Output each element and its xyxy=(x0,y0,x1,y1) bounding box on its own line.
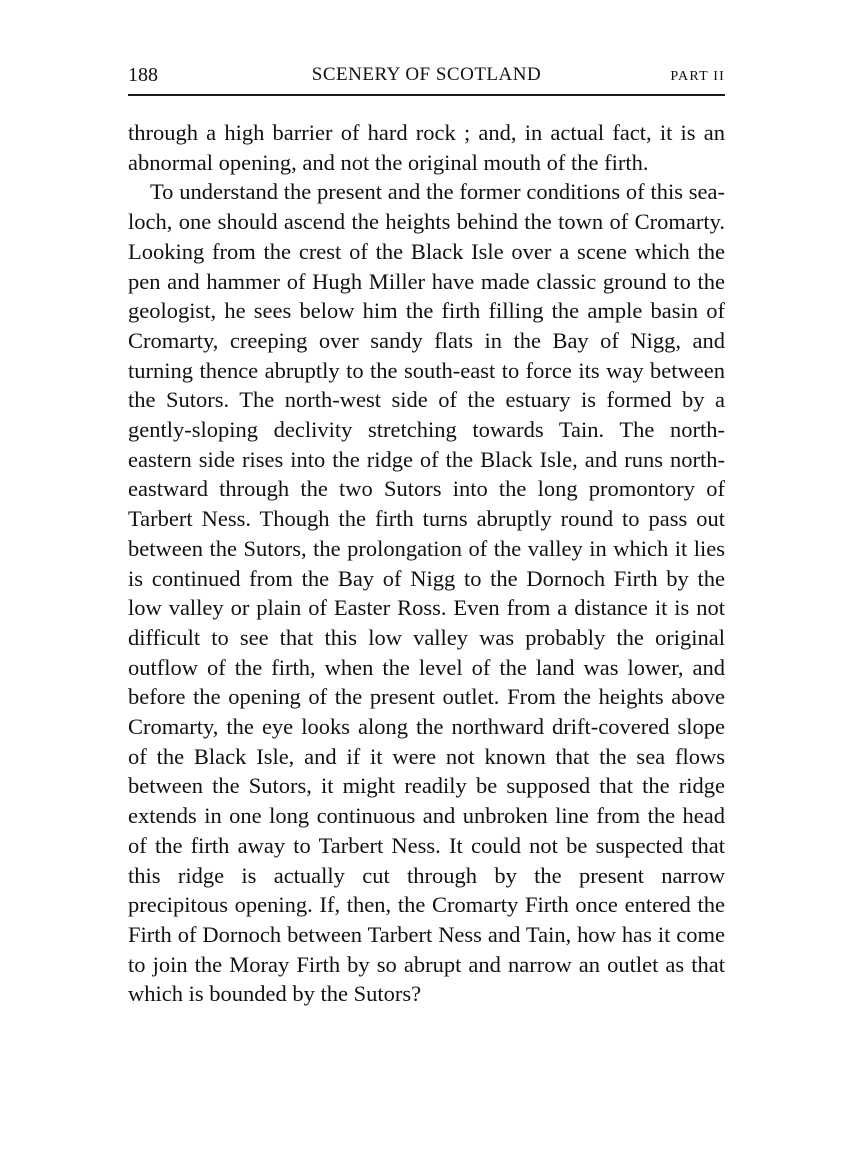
paragraph-continuation: through a high barrier of hard rock ; and, in actual fact, it is an abnormal opening, and not the original mouth of the firth. xyxy=(128,120,725,175)
running-title: SCENERY OF SCOTLAND xyxy=(311,64,542,85)
header-rule xyxy=(128,94,725,96)
book-page xyxy=(128,62,725,1009)
page-number: 188 xyxy=(128,64,158,86)
part-label: PART II xyxy=(670,69,725,84)
running-head xyxy=(128,62,725,88)
paragraph-cromarty-firth: To understand the present and the former conditions of this sea-loch, one should ascend the heights behind the town of Cromarty. Looking from the crest of the Black Isle over a scene which the pen and hammer of Hugh Miller have made classic ground to the geologist, he sees below him the firth filling the ample basin of Cromarty, creeping over sandy flats in the Bay of Nigg, and turning thence abruptly to the south-east to force its way between the Sutors. The north-west side of the estuary is formed by a gently-sloping declivity stretching towards Tain. The north-eastern side rises into the ridge of the Black Isle, and runs north-eastward through the two Sutors into the long promontory of Tarbert Ness. Though the firth turns abruptly round to pass out between the Sutors, the prolongation of the valley in which it lies is continued from the Bay of Nigg to the Dornoch Firth by the low valley or plain of Easter Ross. Even from a distance it is not difficult to see that this low valley was probably the original outflow of the firth, when the level of the land was lower, and before the opening of the present outlet. From the heights above Cromarty, the eye looks along the northward drift-covered slope of the Black Isle, and if it were not known that the sea flows between the Sutors, it might readily be supposed that the ridge extends in one long continuous and unbroken line from the head of the firth away to Tarbert Ness. It could not be suspected that this ridge is actually cut through by the present narrow precipitous opening. If, then, the Cromarty Firth once entered the Firth of Dornoch between Tarbert Ness and Tain, how has it come to join the Moray Firth by so abrupt and narrow an outlet as that which is bounded by the Sutors? xyxy=(128,179,725,1007)
body-text xyxy=(128,118,725,1009)
